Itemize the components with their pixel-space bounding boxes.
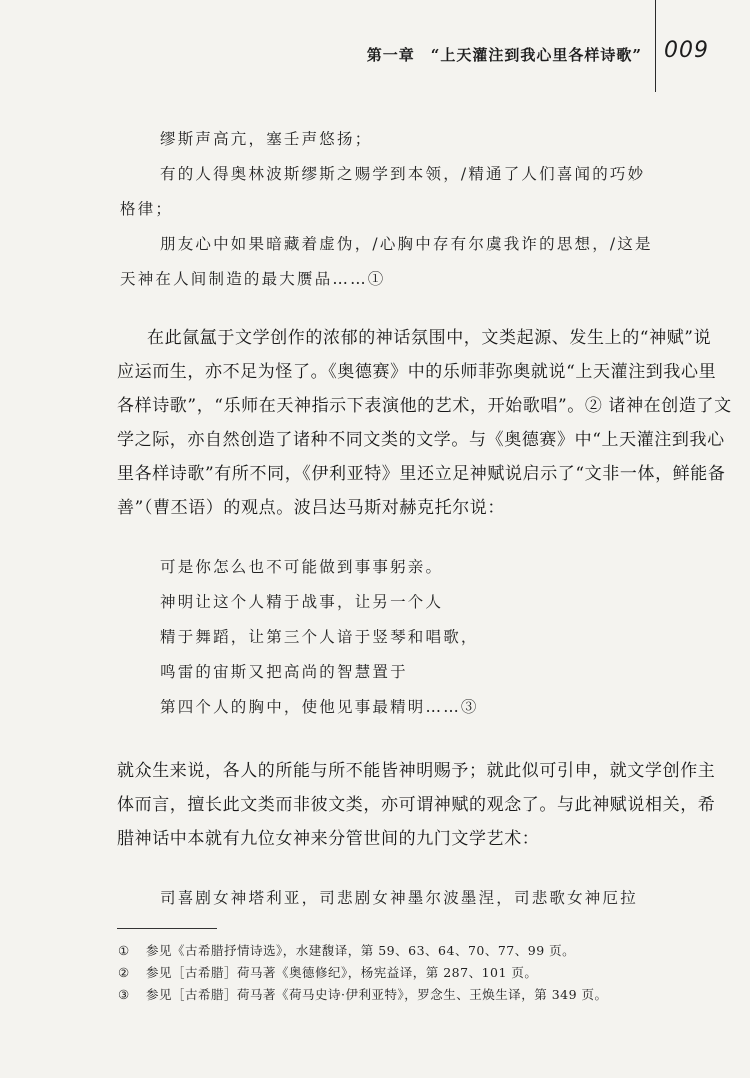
verse-line: 司喜剧女神塔利亚，司悲剧女神墨尔波墨涅，司悲歌女神厄拉 [160, 889, 638, 907]
footnote-3 [118, 985, 608, 1003]
verse-line: 可是你怎么也不可能做到事事躬亲。 [160, 558, 444, 576]
running-head: 第一章 “上天灌注到我心里各样诗歌” [366, 46, 642, 64]
verse-line: 天神在人间制造的最大赝品……① [120, 270, 386, 288]
paragraph-line: 善”（曹丕语）的观点。波吕达马斯对赫克托尔说： [117, 498, 505, 518]
header-vertical-rule [655, 0, 656, 92]
verse-line: 鸣雷的宙斯又把高尚的智慧置于 [160, 663, 408, 681]
page-number: 009 [664, 38, 709, 63]
paragraph-line: 各样诗歌”，“乐师在天神指示下表演他的艺术，开始歌唱”。② 诸神在创造了文 [117, 396, 732, 416]
paragraph-line: 里各样诗歌”有所不同，《伊利亚特》里还立足神赋说启示了“文非一体，鲜能备 [117, 464, 726, 484]
paragraph-line: 腊神话中本就有九位女神来分管世间的九门文学艺术： [117, 829, 540, 849]
paragraph-line: 体而言，擅长此文类而非彼文类，亦可谓神赋的观念了。与此神赋说相关，希 [117, 795, 716, 815]
verse-line: 第四个人的胸中，使他见事最精明……③ [160, 698, 479, 716]
paragraph-line: 就众生来说，各人的所能与所不能皆神明赐予；就此似可引申，就文学创作主 [117, 761, 716, 781]
verse-line: 格律； [120, 200, 174, 218]
verse-line: 缪斯声高亢，塞壬声悠扬； [160, 130, 373, 148]
paragraph-line: 学之际，亦自然创造了诸种不同文类的文学。与《奥德赛》中“上天灌注到我心 [117, 430, 725, 450]
footnote-text: 参见［古希腊］荷马著《奥德修纪》，杨宪益译，第 287、101 页。 [146, 965, 538, 980]
footnote-text: 参见《古希腊抒情诗选》，水建馥译，第 59、63、64、70、77、99 页。 [146, 943, 576, 958]
paragraph-line: 应运而生，亦不足为怪了。《奥德赛》中的乐师菲弥奥就说“上天灌注到我心里 [117, 362, 717, 382]
verse-line: 朋友心中如果暗藏着虚伪，/心胸中存有尔虞我诈的思想，/这是 [160, 235, 653, 253]
verse-line: 精于舞蹈，让第三个人谙于竖琴和唱歌， [160, 628, 479, 646]
footnote-divider [117, 928, 217, 929]
verse-line: 有的人得奥林波斯缪斯之赐学到本领，/精通了人们喜闻的巧妙 [160, 165, 646, 183]
footnote-marker: ① [118, 943, 130, 958]
footnote-text: 参见［古希腊］荷马著《荷马史诗·伊利亚特》，罗念生、王焕生译，第 349 页。 [146, 987, 608, 1002]
verse-line: 神明让这个人精于战事，让另一个人 [160, 593, 444, 611]
footnote-marker: ② [118, 965, 130, 980]
paragraph-line: 在此氤氲于文学创作的浓郁的神话氛围中，文类起源、发生上的“神赋”说 [147, 328, 712, 348]
footnote-2 [118, 963, 537, 981]
footnote-1 [118, 941, 575, 959]
footnote-marker: ③ [118, 987, 130, 1002]
